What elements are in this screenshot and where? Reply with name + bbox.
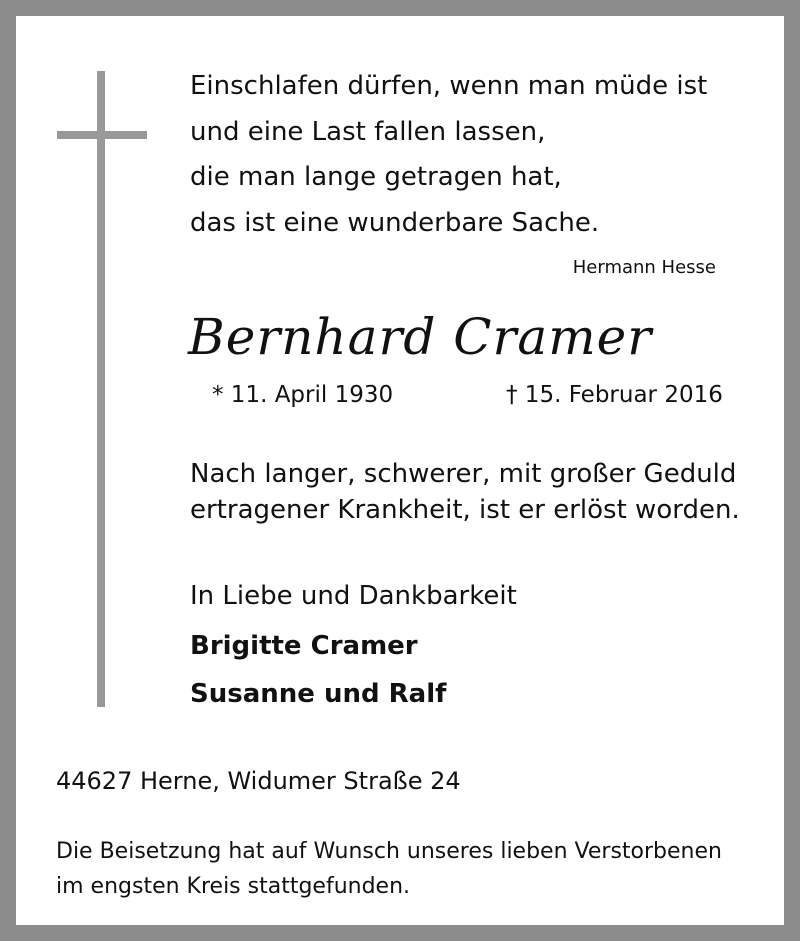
poem-line: die man lange getragen hat,: [190, 162, 562, 192]
poem-author: Hermann Hesse: [572, 257, 716, 278]
poem-line: Einschlafen dürfen, wenn man müde ist: [190, 71, 708, 101]
family-signature: [190, 576, 790, 718]
family-member-name: Brigitte Cramer: [190, 631, 418, 661]
message-line: Nach langer, schwerer, mit großer Geduld: [190, 459, 737, 489]
burial-notice: [56, 834, 786, 904]
poem-line: und eine Last fallen lassen,: [190, 116, 546, 147]
cross-vertical-bar: [97, 71, 105, 707]
cross-horizontal-bar: [57, 131, 147, 139]
death-date: † 15. Februar 2016: [506, 382, 723, 408]
poem-line: das ist eine wunderbare Sache.: [190, 207, 600, 238]
poem: [190, 64, 750, 246]
message-line: ertragener Krankheit, ist er erlöst worden.: [190, 495, 740, 525]
address: 44627 Herne, Widumer Straße 24: [56, 767, 461, 795]
notice-line: im engsten Kreis stattgefunden.: [56, 874, 411, 899]
condolence-message: [190, 456, 790, 528]
family-member-name: Susanne und Ralf: [190, 679, 447, 709]
family-intro: In Liebe und Dankbarkeit: [190, 581, 517, 611]
notice-line: Die Beisetzung hat auf Wunsch unseres lieben Verstorbenen: [56, 839, 722, 864]
deceased-name: Bernhard Cramer: [188, 308, 653, 366]
birth-date: * 11. April 1930: [212, 382, 394, 408]
